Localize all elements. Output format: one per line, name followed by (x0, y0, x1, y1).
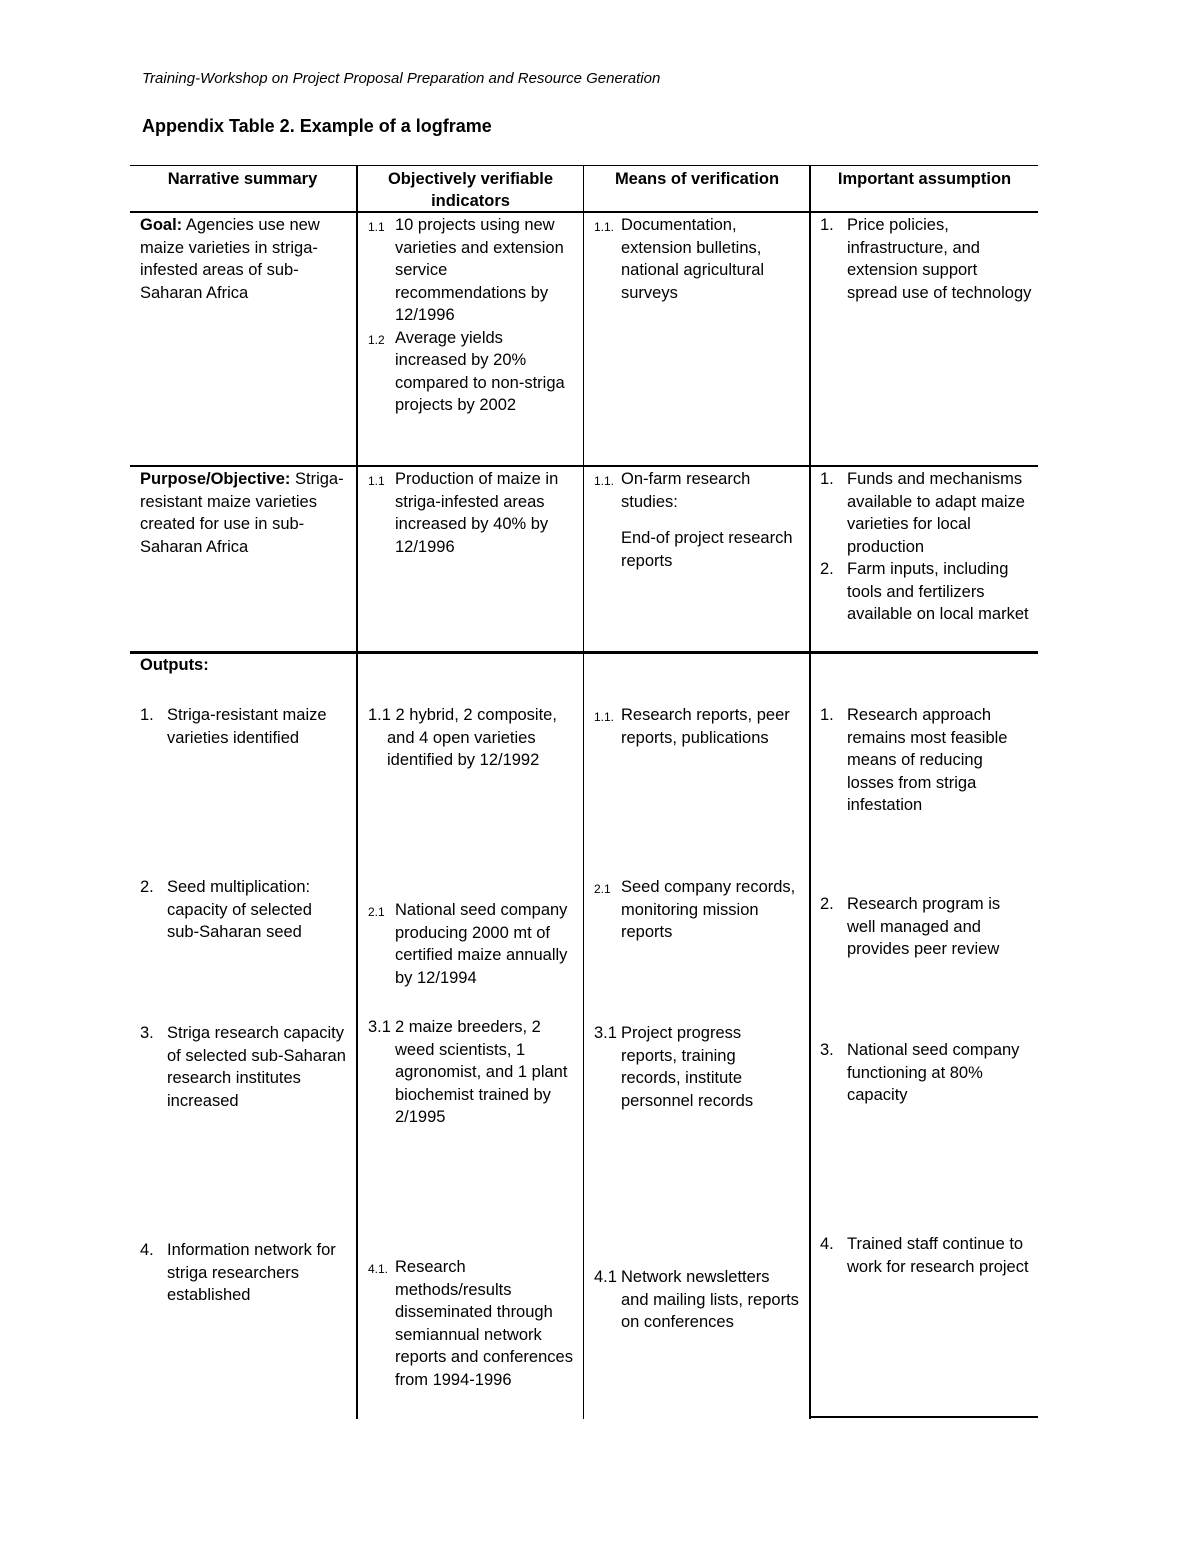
table-bottom-rule (810, 1416, 1038, 1418)
purpose-assumption-2: 2. Farm inputs, including tools and fertilizers available on local market (820, 560, 1029, 623)
purpose-narrative (140, 468, 348, 558)
goal-indicator-1: 1.1 10 projects using new varieties and extension service recommendations by 12/1996 (368, 216, 564, 324)
goal-indicator-2: 1.2 Average yields increased by 20% compared to non-striga projects by 2002 (368, 328, 565, 414)
purpose-assumption (820, 468, 1032, 626)
purpose-verification-1: 1.1. On-farm research studies: End-of project research reports (594, 468, 799, 572)
goal-verification-1: 1.1. Documentation, extension bulletins, national agricultural surveys (594, 216, 765, 302)
table-top-rule (130, 165, 1038, 166)
purpose-indicator-1: 1.1 Production of maize in striga-infested areas increased by 40% by 12/1996 (368, 470, 559, 556)
table-title: Appendix Table 2. Example of a logframe (142, 116, 492, 136)
column-divider-2 (583, 165, 584, 1419)
goal-assumption (820, 214, 1032, 304)
output-3-verification: 3.1 Project progress reports, training records, institute personnel records (594, 1024, 754, 1110)
goal-label: Goal: (140, 216, 183, 234)
output-1-verification: 1.1. Research reports, peer reports, publications (594, 706, 790, 747)
purpose-text: Striga-resistant maize varieties created for use in sub-Saharan Africa (140, 470, 344, 556)
purpose-label: Purpose/Objective: (140, 470, 291, 488)
column-header-narrative: Narrative summary (167, 170, 318, 188)
outputs-label: Outputs: (140, 656, 209, 674)
purpose-indicators (368, 468, 573, 558)
column-divider-3 (809, 165, 811, 1419)
goal-text: Agencies use new maize varieties in striga-infested areas of sub-Saharan Africa (140, 216, 320, 302)
purpose-verification (594, 468, 799, 572)
running-header: Training-Workshop on Project Proposal Preparation and Resource Generation (142, 70, 661, 87)
column-header-verification: Means of verification (614, 170, 780, 188)
goal-verification (594, 214, 799, 304)
purpose-verification-2: End-of project research reports (621, 529, 793, 570)
output-4-narrative: 4. Information network for striga researchers established (140, 1241, 336, 1304)
output-2-indicator: 2.1 National seed company producing 2000 mt of certified maize annually by 12/1994 (368, 901, 568, 987)
output-1-narrative: 1. Striga-resistant maize varieties identified (140, 706, 327, 747)
header-bottom-rule (130, 211, 1038, 213)
goal-assumption-1: 1. Price policies, infrastructure, and extension support spread use of technology (820, 216, 1032, 302)
output-1-assumption: 1. Research approach remains most feasible means of reducing losses from striga infestation (820, 706, 1008, 814)
output-4-verification: 4.1 Network newsletters and mailing lists, reports on conferences (594, 1268, 799, 1331)
output-3-assumption: 3. National seed company functioning at 80% capacity (820, 1041, 1020, 1104)
output-4-assumption: 4. Trained staff continue to work for research project (820, 1235, 1029, 1276)
column-header-indicators: Objectively verifiable indicators (387, 170, 554, 210)
output-4-indicator: 4.1. Research methods/results disseminated through semiannual network reports and conferences from 1994-1996 (368, 1258, 573, 1389)
purpose-bottom-rule (130, 651, 1038, 654)
output-3-indicator: 3.1 2 maize breeders, 2 weed scientists, 1 agronomist, and 1 plant biochemist trained by 2/1995 (368, 1018, 568, 1126)
column-header-assumption: Important assumption (837, 170, 1012, 188)
goal-indicators (368, 214, 573, 417)
output-2-verification: 2.1 Seed company records, monitoring mission reports (594, 878, 796, 941)
column-divider-1 (356, 165, 358, 1419)
goal-narrative (140, 214, 348, 304)
purpose-assumption-1: 1. Funds and mechanisms available to adapt maize varieties for local production (820, 470, 1025, 556)
output-2-narrative: 2. Seed multiplication: capacity of selected sub-Saharan seed (140, 878, 312, 941)
output-2-assumption: 2. Research program is well managed and provides peer review (820, 895, 1001, 958)
output-1-indicator: 1.1 2 hybrid, 2 composite, and 4 open varieties identified by 12/1992 (368, 706, 557, 769)
goal-bottom-rule (130, 465, 1038, 467)
output-3-narrative: 3. Striga research capacity of selected sub-Saharan research institutes increased (140, 1024, 346, 1110)
